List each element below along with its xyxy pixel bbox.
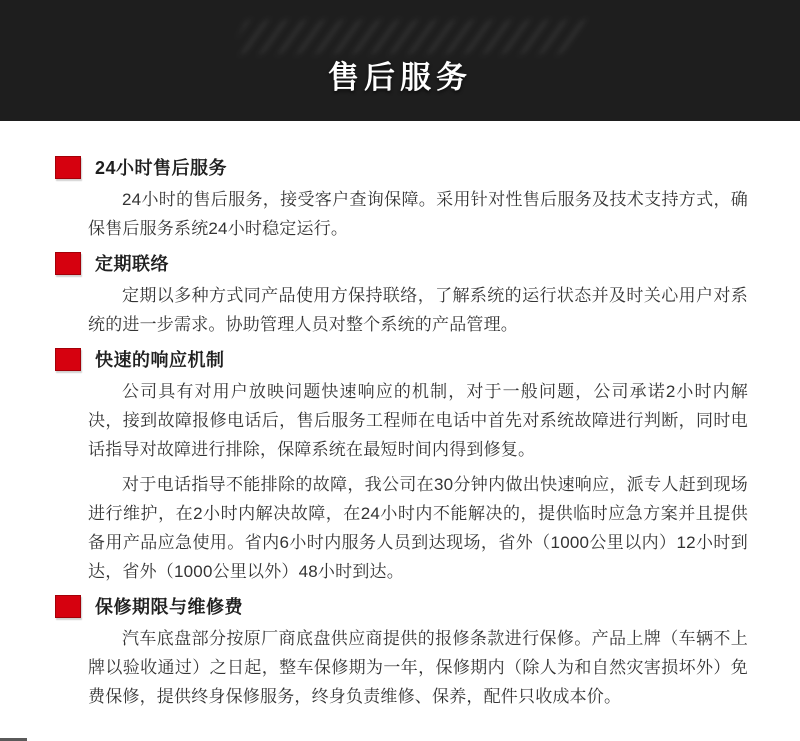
- red-square-bullet-icon: [55, 252, 81, 275]
- section-paragraph: 公司具有对用户放映问题快速响应的机制，对于一般问题，公司承诺2小时内解决，接到故障报修电话后，售后服务工程师在电话中首先对系统故障进行判断，同时电话指导对故障进行排除，保障系统在最短时间内得到修复。: [88, 382, 748, 459]
- section-header: [55, 347, 748, 371]
- section-paragraphs: [88, 624, 748, 711]
- section-header: [55, 594, 748, 618]
- section-heading: 定期联络: [95, 254, 169, 274]
- section-paragraph: 汽车底盘部分按原厂商底盘供应商提供的报修条款进行保修。产品上牌（车辆不上牌以验收通过）之日起，整车保修期为一年，保修期内（除人为和自然灾害损坏外）免费保修，提供终身保修服务，终身负责维修、保养，配件只收成本价。: [88, 629, 748, 706]
- service-section: [88, 347, 748, 586]
- section-paragraph: 定期以多种方式同产品使用方保持联络，了解系统的运行状态并及时关心用户对系统的进一步需求。协助管理人员对整个系统的产品管理。: [88, 286, 748, 334]
- section-heading: 24小时售后服务: [95, 158, 228, 178]
- section-paragraph: 对于电话指导不能排除的故障，我公司在30分钟内做出快速响应，派专人赶到现场进行维护，在2小时内解决故障，在24小时内不能解决的，提供临时应急方案并且提供备用产品应急使用。省内6小时内服务人员到达现场，省外（1000公里以内）12小时到达，省外（1000公里以外）48小时到达。: [88, 475, 748, 581]
- red-square-bullet-icon: [55, 348, 81, 371]
- section-heading: 快速的响应机制: [95, 350, 225, 370]
- service-section: [88, 594, 748, 711]
- section-header: [55, 155, 748, 179]
- section-header: [55, 251, 748, 275]
- red-square-bullet-icon: [55, 156, 81, 179]
- content: [0, 121, 800, 711]
- page-header: [0, 0, 800, 121]
- red-square-bullet-icon: [55, 595, 81, 618]
- section-paragraphs: [88, 377, 748, 586]
- service-section: [88, 251, 748, 339]
- section-paragraph: 24小时的售后服务，接受客户查询保障。采用针对性售后服务及技术支持方式，确保售后服务系统24小时稳定运行。: [88, 190, 748, 238]
- service-section: [88, 155, 748, 243]
- section-heading: 保修期限与维修费: [95, 597, 243, 617]
- page-title: 售后服务: [328, 60, 472, 95]
- section-paragraphs: [88, 185, 748, 243]
- watermark: [230, 20, 590, 54]
- section-paragraphs: [88, 281, 748, 339]
